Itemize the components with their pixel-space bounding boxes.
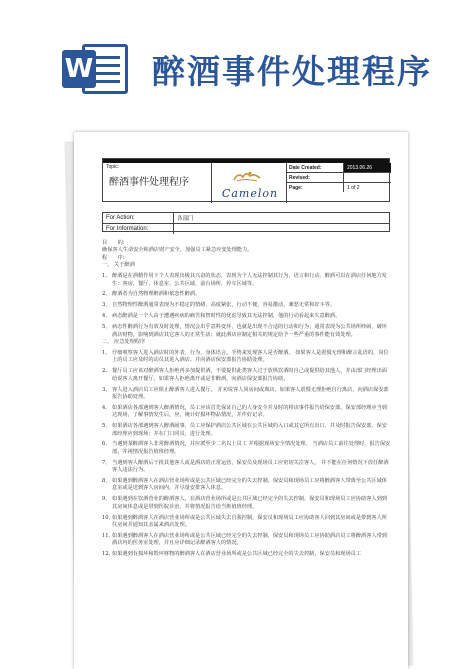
list-item [102, 533, 392, 548]
word-doc-line-icon [92, 72, 120, 75]
header-banner [0, 0, 474, 112]
item-number: 2、 [102, 368, 111, 375]
item-text: 如果遇到有损坏和毁坏财物的醉酒客人在酒店营业场所或是公共区域已经完全的失去控制，保安员和现场员工 [112, 551, 362, 558]
for-action-label: For Action: [106, 215, 135, 221]
item-text: 如果遇到醉酒客人在酒店营业场所或是公共区域已经完全的失去控制，保安员和现场员工应协助酒店员工将醉酒客人带到酒店内的医务室处理，并且应详细记录醉酒客人的情况。 [112, 533, 387, 547]
for-information-label: For Information: [106, 226, 149, 232]
item-text: 当遇到客人醉酒后干扰其他客人或是酒店的正常运营，保安员及现场员工应密切关注客人， 并不能在任何情况下放任醉酒客人违法行为。 [112, 459, 389, 474]
item-text: 如果遇到醉酒客人在酒店营业场所或是公共区域已经完全的失去控制，保安员和现场员工应将醉酒客人带离至公共区域休息室或是送到客人房间内，并尽量安排客人休息。 [112, 478, 387, 492]
purpose-heading: 目 的: [102, 240, 125, 246]
list-item [102, 387, 392, 402]
meta-value: 1 of 2 [343, 183, 391, 192]
item-text: 如果遇到在饮酒营业的醉酒客人，在酒店营业场所或是公共区域已经完全的失去控制，保安员和现场员工应协助客人到到其房间休息或是带到医院诊治，并将情况报告给当班值班经理。 [112, 496, 387, 510]
list-item [102, 324, 392, 339]
item-text: 当遇到某醉酒客人非常醉酒情况，并应派至少二名以上员工 并根据现场安全情况处理。 当酒店员工前往处理时，报告保安部，并视情况报告值班经理。 [112, 441, 391, 455]
section-heading: 二、 应急处理程序 [102, 338, 146, 345]
meta-value: 2013.06.26 [343, 163, 391, 172]
document-header-table [102, 158, 390, 202]
distribution-table [102, 212, 390, 232]
list-item [102, 273, 392, 288]
item-text: 自然物理性醉酒通常表现为不稳定的情绪，高度紧张，行动不便，容易激动，兼怒无常和好斗等。 [112, 302, 336, 309]
item-text: 仔细观察客人进入酒店时的外表，行为，身体语言。手势来发现客人是否醉酒。 如果客人是震慑无理和醉言乱语的，岗位上的员工应及时的动员其进入酒店。并向酒店保安部报告协助处理。 [112, 349, 389, 364]
item-number: 5、 [102, 324, 111, 331]
word-doc-icon [62, 42, 132, 96]
item-number: 9、 [102, 496, 111, 503]
topic-label: Topic: [106, 164, 120, 170]
item-number: 4、 [102, 313, 111, 320]
list-item [102, 302, 392, 309]
for-action-row [103, 213, 389, 223]
item-text: 餐厅员工应该对醉酒客人拒绝再多加提供酒，不要提供此类客人过于放纵饮酒时自己或提供给其他人，并由部门经理出面给说客人离开餐厅。如果客人拒绝离开或是非醉酒，向酒店保安部报告协助。 [112, 368, 387, 382]
item-text: 如果酒店各部遇到客人醉酒闹事，员工应保护酒店公共区域在公共区域的入口或其它所有出口，并及时报告保安部，保安部经理应到现场；并在门口同员，进行处理。 [112, 423, 387, 437]
item-number: 7、 [102, 459, 111, 466]
document-body [102, 240, 392, 559]
for-information-row [103, 223, 389, 233]
list-item [102, 515, 392, 530]
list-item [102, 405, 392, 420]
for-action-value: 各部门 [173, 213, 391, 223]
item-number: 8、 [102, 478, 111, 485]
logo-text: Camelon [221, 187, 279, 200]
item-number: 5、 [102, 423, 111, 430]
list-item [102, 350, 392, 365]
word-doc-line-icon [92, 64, 120, 67]
list-item [102, 368, 392, 383]
meta-row-date [287, 163, 391, 173]
item-number: 3、 [102, 302, 111, 309]
section-heading: 一、 关于醉酒 [102, 262, 135, 269]
item-text: 病态性醉酒行为有效及时处理，情况会出乎意料变坏，也就是出现不合适的行动和行为；通常表现为公共场所吵闹，破坏酒店财物，影响到酒店其它客人的正常生活；就此酒店应制定相关的规定给予一些严重的事件能有效处理。 [112, 324, 387, 338]
list-item [102, 460, 392, 475]
item-text: 病态醉酒是一个人由于遭遇疾病的痛苦和智时性的忧虑导致其无法控制，他的行动看起来失意醉酒。 [112, 313, 341, 320]
list-item [102, 496, 392, 511]
document-page [74, 132, 408, 669]
word-doc-line-icon [92, 56, 120, 59]
list-item [102, 291, 392, 298]
meta-row-page [287, 183, 391, 193]
page-title: 醉酒事件处理程序 [152, 52, 432, 91]
item-text: 如果遇到醉酒客人在酒店营业场所或是公共区域失去自我控制，保安员和现场员工应协助客人回到其房间或是带到客人所住房间并通知其亲属来酒店处理。 [112, 514, 387, 529]
item-number: 2、 [102, 291, 111, 298]
list-item [102, 551, 392, 558]
procedure-heading: 程 序: [102, 254, 125, 261]
item-text: 醉酒是在酒精作用下个人表现出极其兴奋的状态，表现为个人无法控制其行为，语言和行动。醉酒可以在酒店任何地方发生：客房、餐厅、休息室、公共区域、前台场所，停车区域等。 [112, 273, 387, 287]
item-text: 客人进入酒店员工应阻止醉酒客人进入餐厅。 并劝说客人回房间或离店。如果客人震慑无理拒绝自行离店，向酒店保安部报告协助处理。 [112, 386, 389, 400]
item-number: 3、 [102, 386, 111, 393]
list-item [102, 441, 392, 456]
meta-value [343, 173, 391, 182]
section-2-list [102, 350, 392, 559]
item-text: 如果酒店各部遇到客人醉酒情况，员工应该首先保证自己的人身安全并及时的将该事件报告给保安部，保安部经理应当到达现场，了解事情发生后，应，统计好损坏物品情况，并作好记录。 [112, 404, 387, 419]
item-number: 12、 [102, 551, 114, 558]
item-number: 11、 [102, 533, 114, 539]
item-number: 4、 [102, 404, 111, 411]
list-item [102, 478, 392, 493]
meta-key: Page: [289, 185, 303, 191]
item-number: 6、 [102, 441, 111, 448]
topic-value: 醉酒事件处理程序 [109, 177, 189, 188]
meta-key: Date Created: [289, 165, 322, 171]
item-text: 醉酒者为自然物理醉酒和依恋性醉酒。 [112, 291, 201, 298]
hotel-logo [211, 163, 287, 203]
meta-row-revised [287, 173, 391, 183]
word-doc-line-icon [92, 80, 120, 83]
meta-key: Revised: [289, 175, 310, 181]
item-number: 1、 [102, 349, 111, 356]
word-letter-badge: W [62, 50, 96, 88]
for-information-value [173, 224, 391, 234]
list-item [102, 423, 392, 438]
camel-emblem-icon [232, 169, 262, 183]
section-1-list [102, 273, 392, 339]
item-number: 1、 [102, 273, 111, 280]
purpose-text: 确保客人生命安全和酒店财产安全，加强员工紧急应变处理能力。 [102, 247, 253, 254]
item-number: 10、 [102, 514, 114, 521]
list-item [102, 313, 392, 320]
